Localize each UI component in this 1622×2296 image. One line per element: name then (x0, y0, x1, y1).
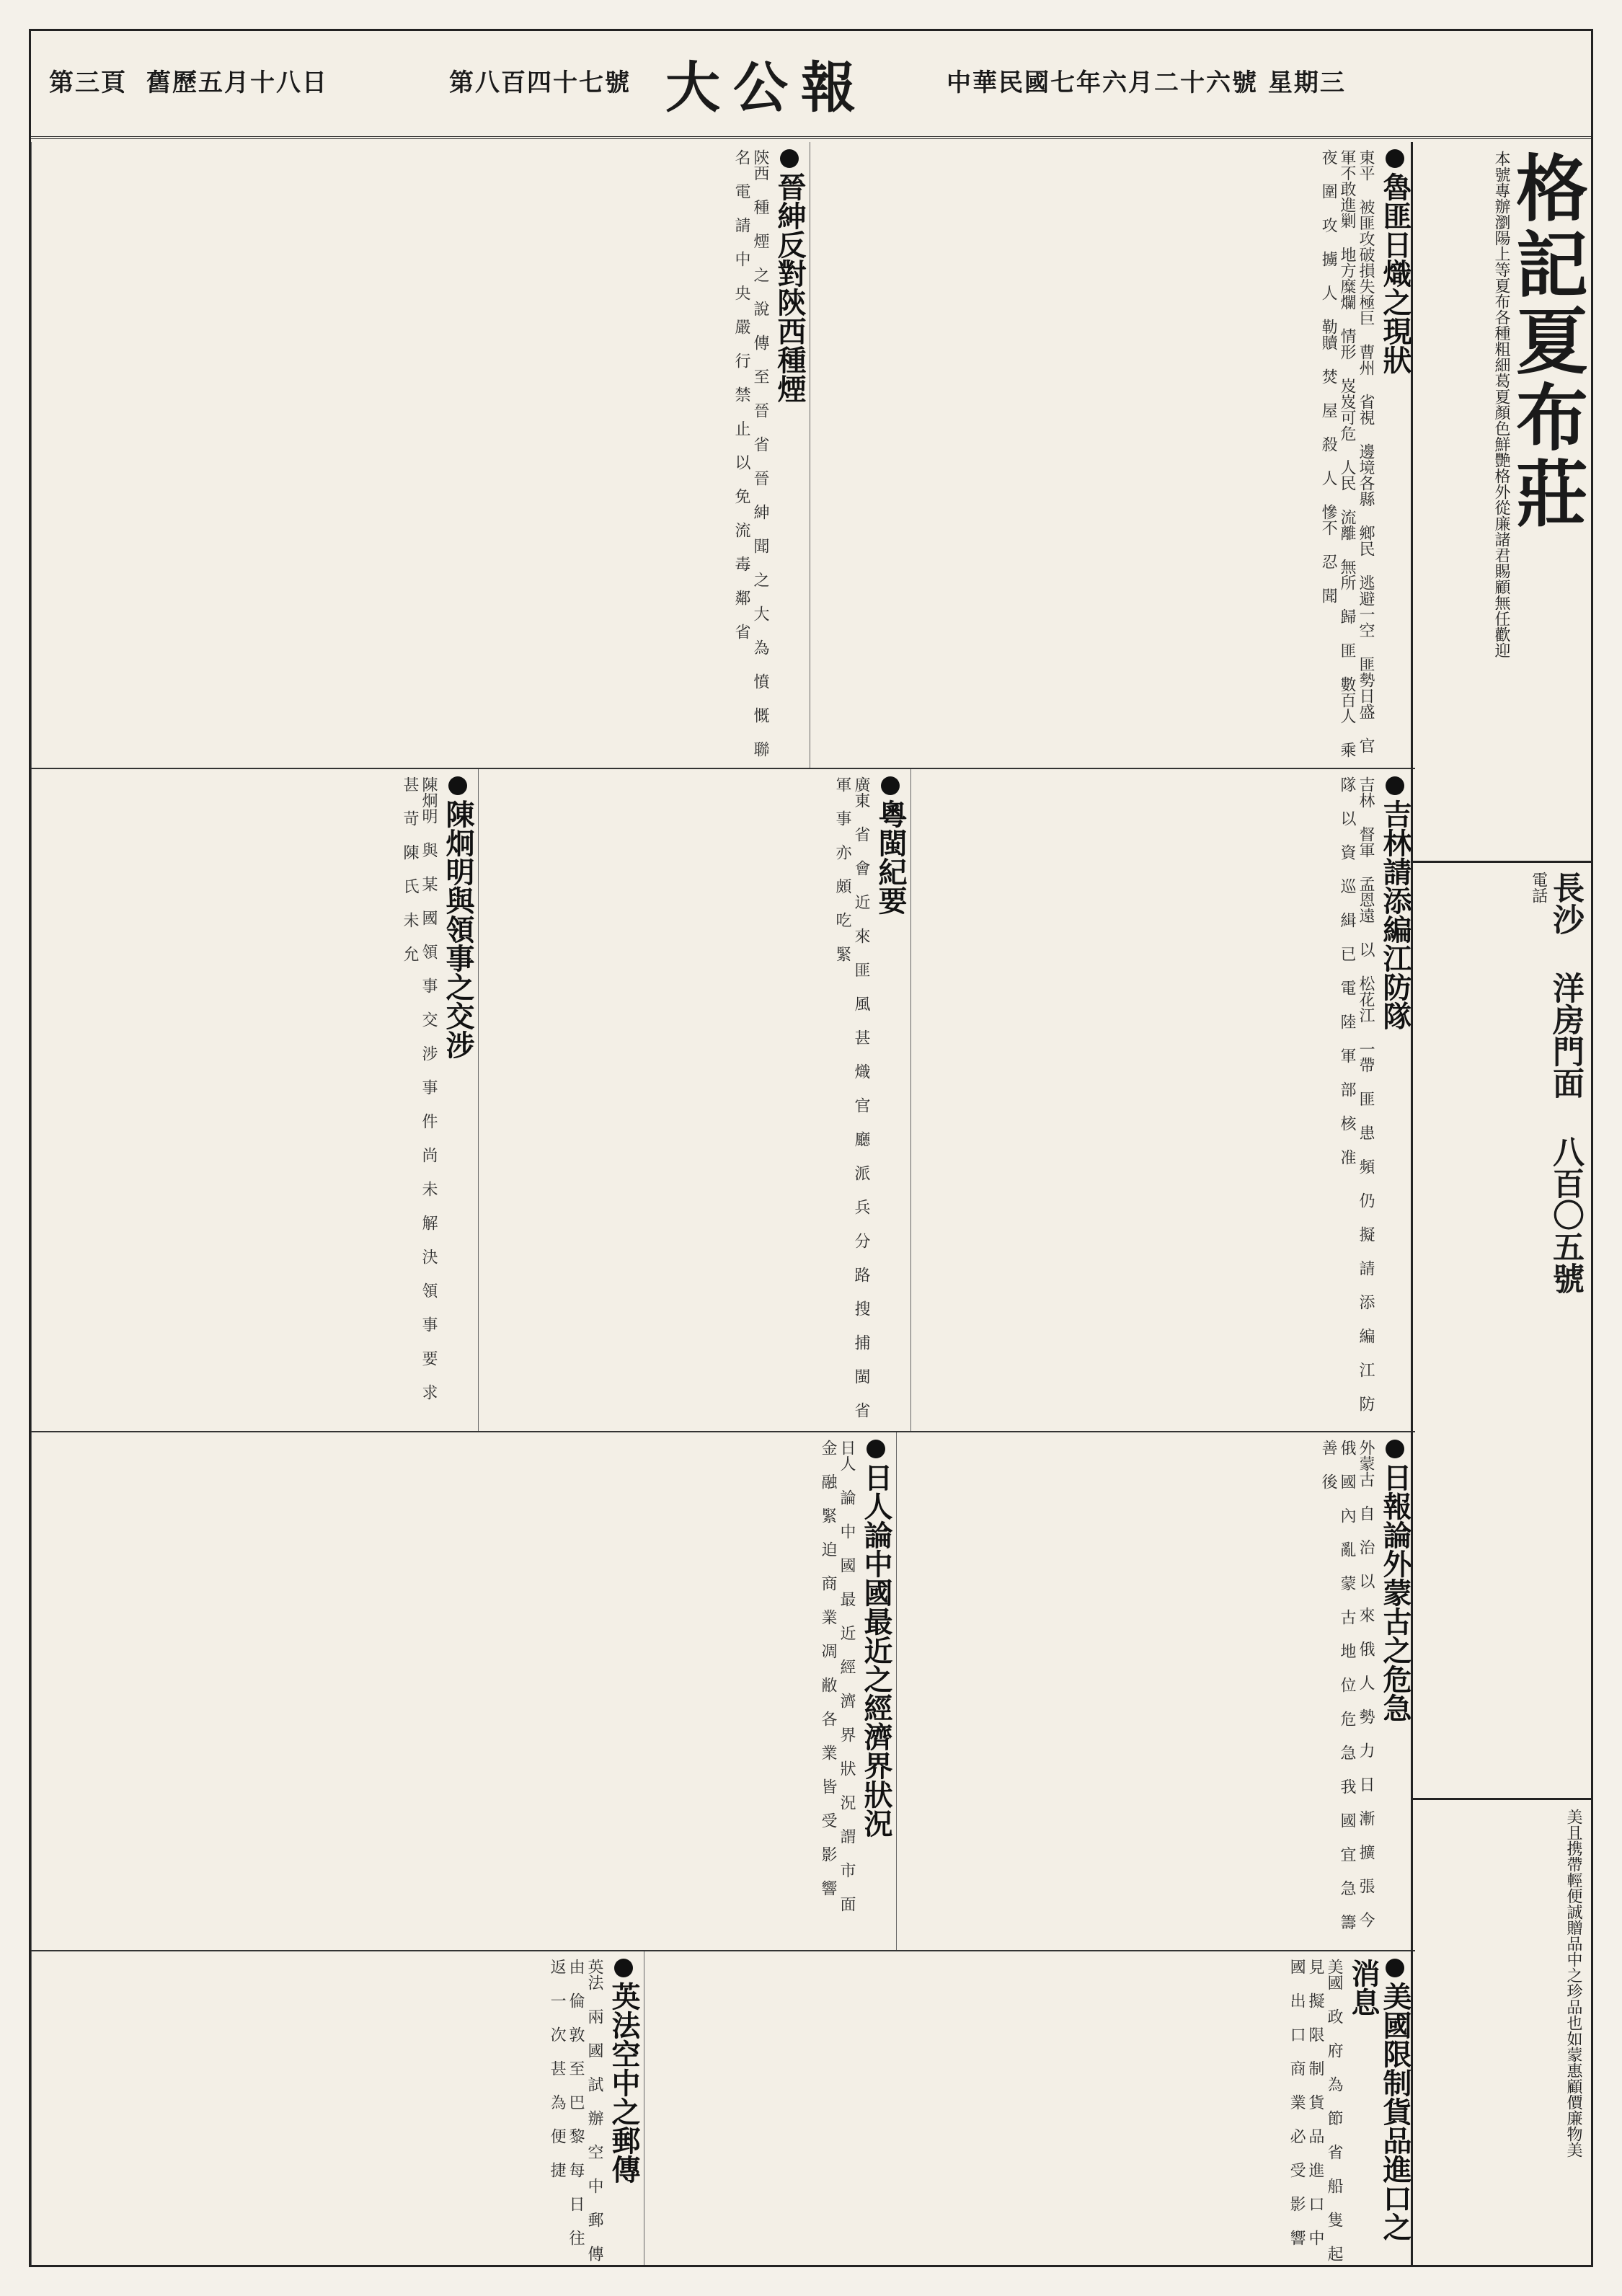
article-3-headline: 吉林請添編江防隊 (1378, 799, 1412, 1030)
row-2 (31, 769, 1415, 1432)
article-7-text: 日人 論 中 國 最 近 經 濟 界 狀 況 謂 市 面 金 融 緊 迫 商 業 凋 敝 各 業 皆 受 影 響 (819, 1440, 856, 1912)
article-9-text: 英法 兩 國 試 辦 空 中 郵 傳 由 倫 敦 至 巴 黎 每 日 往 返 一 次 甚 為 便 捷 (548, 1959, 603, 2261)
row-3 (31, 1432, 1415, 1951)
article-4-text: 廣東 省 會 近 來 匪 風 甚 熾 官 廳 派 兵 分 路 搜 捕 閩 省 軍 事 亦 頗 吃 緊 (833, 776, 870, 1418)
ad-mid-text: 電話 (1529, 872, 1548, 903)
newspaper-page (29, 29, 1593, 2267)
masthead-date: 中華民國七年六月二十六號 星期三 (947, 68, 1346, 97)
article-1 (810, 142, 1415, 768)
ad-mid (1413, 863, 1591, 1800)
article-8-text: 美國 政 府 為 節 省 船 隻 起 見 擬 限 制 貨 品 進 口 中 國 出 口 商 業 必 受 影 響 (1288, 1959, 1343, 2261)
article-8 (644, 1951, 1415, 2267)
issue-number: 第八百四十七號 (449, 68, 631, 97)
article-1-text: 東平 被匪攻破損失極巨 曹州 省視 邊境各縣 鄉民 逃避一空 匪勢日盛 官軍不敢進剿 地方糜爛 情形 岌岌可危 人民 流離 無所 歸 匪 數百人 乘夜 圍 攻 擄 人 勒贖 焚 屋 殺 人 慘不 忍 聞 (1319, 149, 1375, 758)
ad-bottom (1413, 1800, 1591, 2267)
page-number: 第三頁 (49, 68, 127, 97)
article-5-text: 外蒙古 自 治 以 來 俄 人 勢 力 日 漸 擴 張 今 俄 國 內 亂 蒙 古 地 位 危 急 我 國 宜 急 籌 善 後 (1319, 1440, 1375, 1930)
article-4 (478, 769, 910, 1431)
ad-top-title: 格記夏布莊 (1504, 151, 1589, 533)
article-4-headline: 粵閩紀要 (874, 799, 908, 915)
advertisement-column (1411, 142, 1591, 2267)
article-9 (31, 1951, 644, 2267)
row-4 (31, 1951, 1415, 2267)
article-7-headline: 日人論中國最近之經濟界狀況 (859, 1463, 893, 1838)
lunar-date: 舊歷五月十八日 (146, 68, 328, 97)
article-2 (31, 142, 810, 768)
page-body (31, 142, 1591, 2267)
article-3 (910, 769, 1415, 1431)
article-5-headline: 日報論外蒙古之危急 (1378, 1463, 1412, 1722)
article-2-text: 陝西 種 煙 之 說 傳 至 晉 省 晉 紳 聞 之 大 為 憤 慨 聯 名 電 請 中 央 嚴 行 禁 止 以 免 流 毒 鄰 省 (732, 149, 769, 757)
article-6-headline: 陳炯明與領事之交涉 (441, 799, 475, 1059)
article-6-text: 陳炯明 與 某 國 領 事 交 涉 事 件 尚 未 解 決 領 事 要 求 甚 苛 陳 氏 未 允 (401, 776, 438, 1400)
article-5 (896, 1432, 1415, 1950)
masthead (31, 31, 1591, 139)
article-6 (31, 769, 478, 1431)
article-9-headline: 英法空中之郵傳 (607, 1982, 641, 2184)
ad-bottom-text: 美且携帶輕便誠贈品中之珍品也如蒙惠顧價廉物美 (1564, 1809, 1582, 2158)
article-3-text: 吉林 督軍 孟恩遠 以 松花江 一帶 匪 患 頻 仍 擬 請 添 編 江 防 隊 以 資 巡 緝 已 電 陸 軍 部 核 准 (1338, 776, 1375, 1411)
ad-mid-title: 長沙 洋房門面 八百〇五號 (1547, 872, 1584, 1294)
article-8-headline: 美國限制貨品進口之消息 (1347, 1959, 1412, 2241)
newspaper-title: 大公報 (665, 56, 869, 120)
article-2-headline: 晉紳反對陝西種煙 (773, 172, 807, 403)
article-1-headline: 魯匪日熾之現狀 (1378, 172, 1412, 374)
ad-top-text: 本號專辦瀏陽上等夏布各種粗細葛夏顏色鮮艷格外從廉諸君賜顧無任歡迎 (1492, 151, 1510, 658)
row-1 (31, 142, 1415, 769)
article-7 (31, 1432, 896, 1950)
ad-top (1413, 142, 1591, 863)
